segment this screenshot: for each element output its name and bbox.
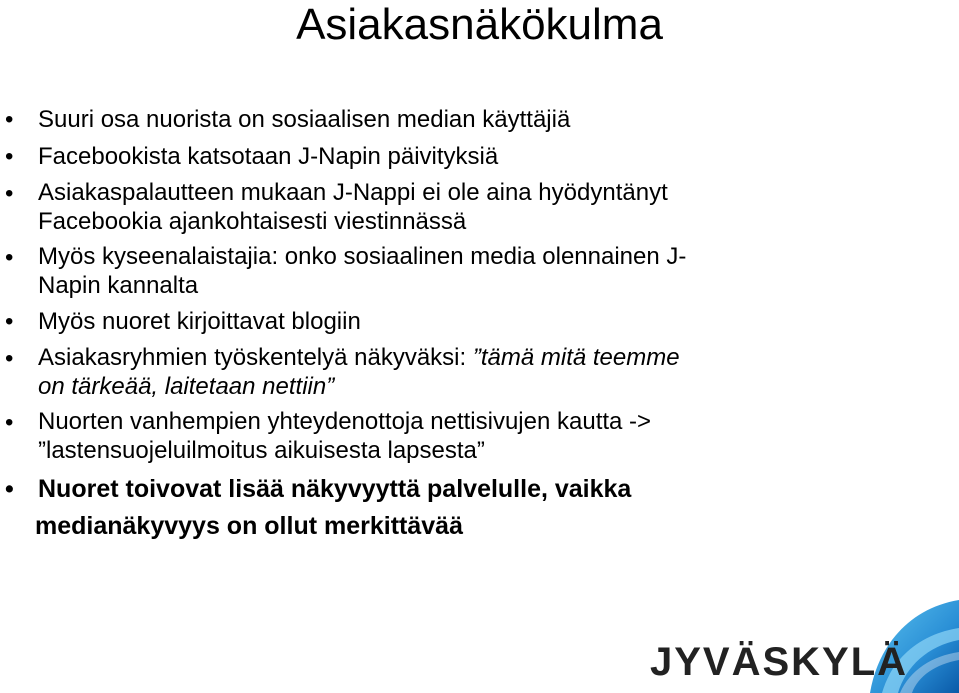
bullet-text: Nuorten vanhempien yhteydenottoja nettisivujen kautta -> <box>38 408 652 435</box>
bullet-item <box>0 141 898 172</box>
bullet-dot: • <box>5 106 14 133</box>
bullet-item <box>0 178 898 236</box>
bullet-dot: • <box>5 308 14 335</box>
bullet-text: medianäkyvyys on ollut merkittävää <box>35 512 463 540</box>
bullet-text: Napin kannalta <box>38 272 199 299</box>
bullet-dot: • <box>5 143 14 170</box>
bullet-text-line <box>38 372 898 401</box>
bullet-dot: • <box>5 244 14 271</box>
bullet-text-plain: Asiakasryhmien työskentelyä näkyväksi: <box>38 344 473 371</box>
bullet-item <box>0 407 898 465</box>
bullet-list <box>0 104 959 551</box>
bullet-item <box>0 242 898 300</box>
bullet-item <box>0 343 898 401</box>
bullet-item <box>0 104 898 135</box>
bullet-text: Myös kyseenalaistajia: onko sosiaalinen media olennainen J- <box>38 243 687 270</box>
bullet-text-quote: ”tämä mitä teemme <box>472 344 680 371</box>
bullet-dot: • <box>5 180 14 207</box>
bullet-text: Facebookia ajankohtaisesti viestinnässä <box>38 208 467 235</box>
bullet-item <box>0 306 898 337</box>
bullet-text: Facebookista katsotaan J-Napin päivityksiä <box>38 143 499 170</box>
bullet-item-bold <box>0 471 898 545</box>
bullet-text: Suuri osa nuorista on sosiaalisen median käyttäjiä <box>38 106 571 133</box>
bullet-dot: • <box>5 409 14 436</box>
bullet-text: Asiakaspalautteen mukaan J-Nappi ei ole aina hyödyntänyt <box>38 179 668 206</box>
jyvaskyla-logo-text: JYVÄSKYLÄ <box>650 640 909 684</box>
bullet-text: Myös nuoret kirjoittavat blogiin <box>38 308 361 335</box>
bullet-dot: • <box>5 475 14 503</box>
bullet-text-line <box>38 343 898 372</box>
bullet-text: Nuoret toivovat lisää näkyvyyttä palvelulle, vaikka <box>38 475 632 503</box>
bullet-text: ”lastensuojeluilmoitus aikuisesta lapsesta” <box>38 437 485 464</box>
slide-title: Asiakasnäkökulma <box>296 0 663 49</box>
bullet-text-quote: on tärkeää, laitetaan nettiin” <box>38 373 335 400</box>
bullet-dot: • <box>5 345 14 372</box>
